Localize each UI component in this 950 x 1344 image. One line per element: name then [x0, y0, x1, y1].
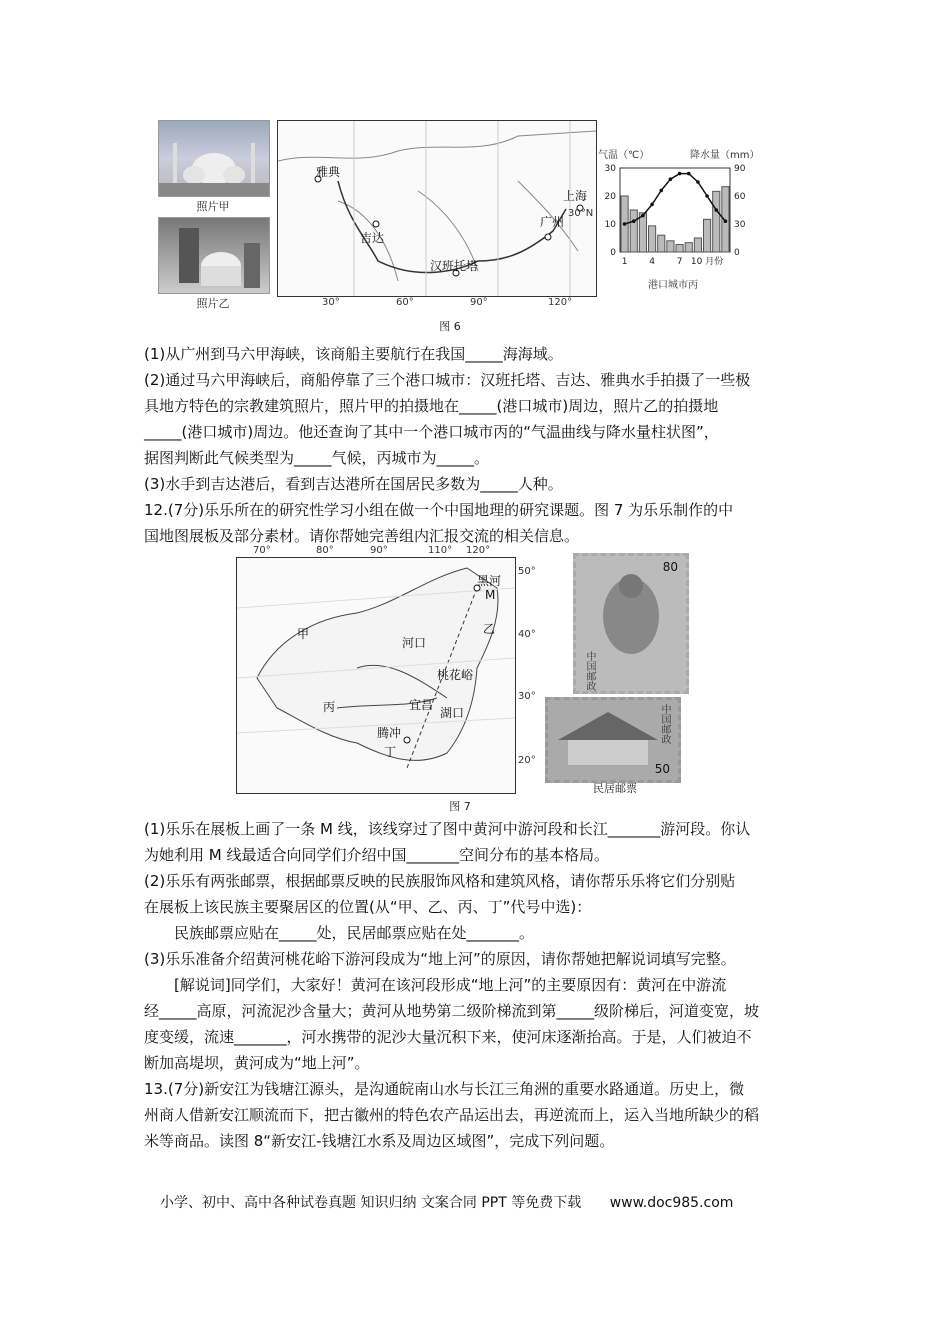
figure7-label: 图 7	[449, 800, 471, 813]
photo-jia	[158, 120, 270, 197]
china-map-outline	[237, 558, 515, 793]
label-lon30: 30°	[322, 297, 340, 308]
q12-p2c: 民族邮票应贴在_____处，民居邮票应贴在处_______。	[174, 924, 535, 942]
q12-p2a: (2)乐乐有两张邮票，根据邮票反映的民族服饰风格和建筑风格，请你帮乐乐将它们分别贴	[144, 872, 736, 890]
q11-p2a: (2)通过马六甲海峡后，商船停靠了三个港口城市：汉班托塔、吉达、雅典水手拍摄了一些极	[144, 371, 751, 389]
label-heihe: 黑河	[477, 574, 502, 588]
precip-bar	[649, 226, 656, 252]
temp-point	[724, 219, 728, 223]
precip-bar	[722, 187, 729, 252]
label-taohuayu: 桃花峪	[437, 668, 474, 682]
climate-ylabel-left: 气温（℃）	[598, 150, 650, 161]
mosque-image	[159, 121, 269, 196]
q11-p2b: 具地方特色的宗教建筑照片，照片甲的拍摄地在_____(港口城市)周边，照片乙的拍摄地	[144, 397, 719, 415]
x-tick: 10 月份	[690, 257, 724, 267]
q12-p1a: (1)乐乐在展板上画了一条 M 线，该线穿过了图中黄河中游河段和长江_______游河段。你认	[144, 820, 751, 838]
q11-p1: (1)从广州到马六甲海峡，该商船主要航行在我国_____海海域。	[144, 345, 563, 363]
precip-bar	[713, 191, 720, 252]
precip-bar	[694, 238, 701, 252]
q12-intro1: 12.(7分)乐乐所在的研究性学习小组在做一个中国地理的研究课题。图 7 为乐乐制作的中	[144, 501, 734, 519]
label-jeddah: 吉达	[360, 231, 385, 245]
label-bing: 丙	[323, 700, 336, 714]
label-yi: 乙	[483, 622, 496, 636]
label-lon60: 60°	[396, 297, 414, 308]
ethnic-stamp-value: 80	[662, 560, 678, 574]
photo-yi	[158, 217, 270, 294]
china-map	[236, 557, 516, 794]
x-tick: 7	[676, 257, 683, 267]
label-shanghai: 上海	[563, 189, 588, 203]
house-stamp-value: 50	[654, 762, 670, 776]
q12-p1b: 为她利用 M 线最适合向同学们介绍中国_______空间分布的基本格局。	[144, 846, 609, 864]
left-tick: 30	[604, 164, 616, 174]
label-lon120: 120°	[548, 297, 573, 308]
figure6-label: 图 6	[439, 320, 461, 333]
right-tick: 60	[734, 192, 746, 202]
label-athens: 雅典	[316, 165, 341, 179]
label-yichang: 宜昌	[409, 698, 434, 712]
label-hambantota: 汉班托塔	[430, 259, 479, 273]
ethnic-stamp	[573, 553, 689, 694]
footer	[160, 1192, 800, 1212]
q12-intro2: 国地图展板及部分素材。请你帮她完善组内汇报交流的相关信息。	[144, 527, 580, 545]
label-guangzhou: 广州	[540, 215, 565, 229]
climate-caption: 港口城市丙	[648, 280, 698, 291]
ethnic-stamp-brand: 中国邮政	[584, 651, 595, 691]
temp-point	[650, 203, 654, 207]
temp-point	[632, 219, 636, 223]
label-tengchong: 腾冲	[377, 726, 402, 740]
x-tick: 4	[649, 257, 655, 267]
lon120: 120°	[466, 545, 491, 556]
lon70: 70°	[253, 545, 271, 556]
silk-road-map	[277, 120, 597, 297]
label-lat30: 30°N	[568, 208, 594, 219]
left-tick: 0	[610, 248, 616, 258]
lat40: 40°	[518, 629, 536, 640]
label-jia: 甲	[297, 627, 310, 641]
lat30: 30°	[518, 691, 536, 702]
lat50: 50°	[518, 566, 536, 577]
label-hekou: 河口	[402, 636, 427, 650]
q12-p3a: (3)乐乐准备介绍黄河桃花峪下游河段成为“地上河”的原因，请你帮她把解说词填写完整。	[144, 950, 736, 968]
right-tick: 30	[734, 220, 746, 230]
temp-point	[669, 177, 673, 181]
house-stamp-brand: 中国邮政	[659, 704, 670, 744]
q11-p2c: _____(港口城市)周边。他还查询了其中一个港口城市丙的“气温曲线与降水量柱状图”，	[144, 423, 719, 441]
q12-p3c: 经_____高原，河流泥沙含量大；黄河从地势第二级阶梯流到第_____级阶梯后，河道变宽，坡	[144, 1002, 760, 1020]
precip-bar	[704, 219, 711, 252]
q12-p3e: 断加高堤坝，黄河成为“地上河”。	[144, 1054, 370, 1072]
precip-bar	[676, 245, 683, 252]
temp-point	[659, 189, 663, 193]
temp-point	[623, 222, 627, 226]
label-hukou: 湖口	[440, 706, 465, 720]
footer-url[interactable]: www.doc985.com	[609, 1195, 734, 1211]
x-tick: 1	[621, 257, 628, 267]
right-tick: 90	[734, 164, 746, 174]
house-stamp-caption: 民居邮票	[593, 782, 637, 795]
label-ding: 丁	[384, 745, 397, 759]
q11-p3: (3)水手到吉达港后，看到吉达港所在国居民多数为_____人种。	[144, 475, 563, 493]
q11-p2d: 据图判断此气候类型为_____气候，丙城市为_____。	[144, 449, 490, 467]
right-tick: 0	[734, 248, 740, 258]
photo-jia-caption: 照片甲	[196, 200, 230, 213]
precip-bar	[630, 210, 637, 252]
label-lon90: 90°	[470, 297, 488, 308]
left-tick: 20	[604, 192, 616, 202]
photo-yi-caption: 照片乙	[196, 297, 230, 310]
temp-point	[678, 172, 682, 176]
label-m: M	[485, 588, 496, 602]
temp-point	[641, 214, 645, 218]
q13-l1: 13.(7分)新安江为钱塘江源头，是沟通皖南山水与长江三角洲的重要水路通道。历史上，微	[144, 1080, 745, 1098]
footer-text: 小学、初中、高中各种试卷真题 知识归纳 文案合同 PPT 等免费下载	[160, 1195, 582, 1211]
house-stamp	[545, 697, 681, 783]
climate-ylabel-right: 降水量（mm）	[690, 150, 760, 161]
precip-bar	[667, 241, 674, 252]
q13-l2: 州商人借新安江顺流而下，把古徽州的特色农产品运出去，再逆流而上，运入当地所缺少的稻	[144, 1106, 760, 1124]
q13-l3: 米等商品。读图 8“新安江-钱塘江水系及周边区域图”，完成下列问题。	[144, 1132, 615, 1150]
precip-bar	[639, 213, 646, 252]
temp-point	[687, 172, 691, 176]
precip-bar	[685, 243, 692, 252]
temp-point	[714, 208, 718, 212]
q12-p3b: [解说词]同学们，大家好！黄河在该河段形成“地上河”的主要原因有：黄河在中游流	[174, 976, 727, 994]
q12-p3d: 度变缓，流速_______，河水携带的泥沙大量沉积下来，使河床逐渐抬高。于是，人们被迫不	[144, 1028, 752, 1046]
temp-point	[696, 180, 700, 184]
temp-point	[705, 194, 709, 198]
lon90: 90°	[370, 545, 388, 556]
lon80: 80°	[316, 545, 334, 556]
precip-bar	[658, 235, 665, 252]
lon110: 110°	[428, 545, 453, 556]
q12-p2b: 在展板上该民族主要聚居区的位置(从“甲、乙、丙、丁”代号中选)：	[144, 898, 592, 916]
left-tick: 10	[604, 220, 616, 230]
climate-chart	[598, 160, 758, 275]
temple-image	[159, 218, 269, 293]
lat20: 20°	[518, 755, 536, 766]
